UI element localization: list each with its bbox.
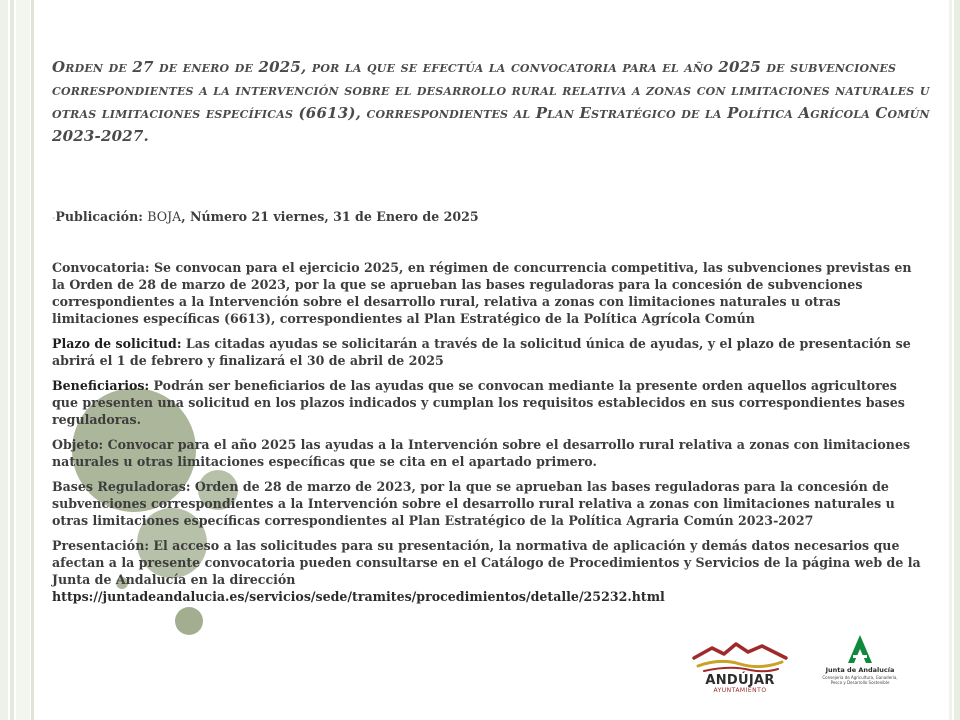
beneficiarios-text: Podrán ser beneficiarios de las ayudas que se convocan mediante la presente orden aquellos agricultores que presenten una solicitud en los plazos indicados y cumplan los requisitos establecidos en sus correspondientes bases reguladoras. xyxy=(52,378,905,427)
plazo-label: Plazo de solicitud: xyxy=(52,336,182,351)
objeto-label: Objeto: xyxy=(52,437,104,452)
page-title: Orden de 27 de enero de 2025, por la que se efectúa la convocatoria para el año 2025 de subvenciones correspondientes a la intervención sobre el desarrollo rural relativa a zonas con limitaciones naturales u otras limitaciones específicas (6613), correspondientes al Plan Estratégico de la Política Agrícola Común 2023-2027. xyxy=(52,58,930,145)
presentacion-label: Presentación: xyxy=(52,538,150,553)
bullet: - xyxy=(52,213,56,224)
convocatoria-text: Se convocan para el ejercicio 2025, en régimen de concurrencia competitiva, las subvenciones previstas en la Orden de 28 de marzo de 2023, por la que se aprueban las bases reguladoras para la concesión de subvenciones correspondientes a la Intervención sobre el desarrollo rural, relativa a zonas con limitaciones naturales u otras limitaciones específicas (6613), correspondientes al Plan Estratégico de la Política Agrícola Común xyxy=(52,260,912,326)
beneficiarios-paragraph xyxy=(52,377,922,428)
bases-paragraph xyxy=(52,478,922,529)
junta-logo xyxy=(822,633,898,693)
publication-line xyxy=(52,208,922,227)
plazo-paragraph xyxy=(52,335,922,369)
bases-label: Bases Reguladoras: xyxy=(52,479,191,494)
andujar-name: ANDÚJAR xyxy=(705,673,775,688)
junta-emblem-icon xyxy=(822,633,898,665)
procedure-link[interactable]: https://juntadeandalucia.es/servicios/sede/tramites/procedimientos/detalle/25232.html xyxy=(52,589,665,604)
convocatoria-paragraph xyxy=(52,259,922,327)
bases-text: Orden de 28 de marzo de 2023, por la que se aprueban las bases reguladoras para la concesión de subvenciones correspondientes a la Intervención sobre el desarrollo rural relativa a zonas con limitaciones naturales u otras limitaciones específicas correspondientes al Plan Estratégico de la Política Agraria Común 2023-2027 xyxy=(52,479,895,528)
convocatoria-label: Convocatoria: xyxy=(52,260,150,275)
presentacion-paragraph xyxy=(52,537,922,605)
publication-details: , Número 21 viernes, 31 de Enero de 2025 xyxy=(181,209,479,224)
andujar-emblem-icon xyxy=(690,640,790,674)
andujar-logo xyxy=(690,640,790,692)
objeto-text: Convocar para el año 2025 las ayudas a la Intervención sobre el desarrollo rural relativa a zonas con limitaciones naturales u otras limitaciones específicas que se cita en el apartado primero. xyxy=(52,437,911,469)
document-body xyxy=(52,208,922,613)
presentacion-text: El acceso a las solicitudes para su presentación, la normativa de aplicación y demás datos necesarios que afectan a la presente convocatoria pueden consultarse en el Catálogo de Procedimientos y Servicios de la página web de la Junta de Andalucía en la dirección xyxy=(52,538,921,587)
plazo-text: Las citadas ayudas se solicitarán a través de la solicitud única de ayudas, y el plazo de presentación se abrirá el 1 de febrero y finalizará el 30 de abril de 2025 xyxy=(52,336,911,368)
publication-label: Publicación: xyxy=(55,209,143,224)
andujar-subtitle: AYUNTAMIENTO xyxy=(713,687,767,694)
beneficiarios-label: Beneficiarios: xyxy=(52,378,150,393)
left-decorative-stripes xyxy=(0,0,40,720)
junta-name: Junta de Andalucía xyxy=(825,666,895,674)
publication-source: BOJA xyxy=(147,209,182,224)
objeto-paragraph xyxy=(52,436,922,470)
right-decorative-stripes xyxy=(946,0,960,720)
junta-subtitle: Consejería de Agricultura, Ganadería, Pesca y Desarrollo Sostenible xyxy=(822,675,898,685)
